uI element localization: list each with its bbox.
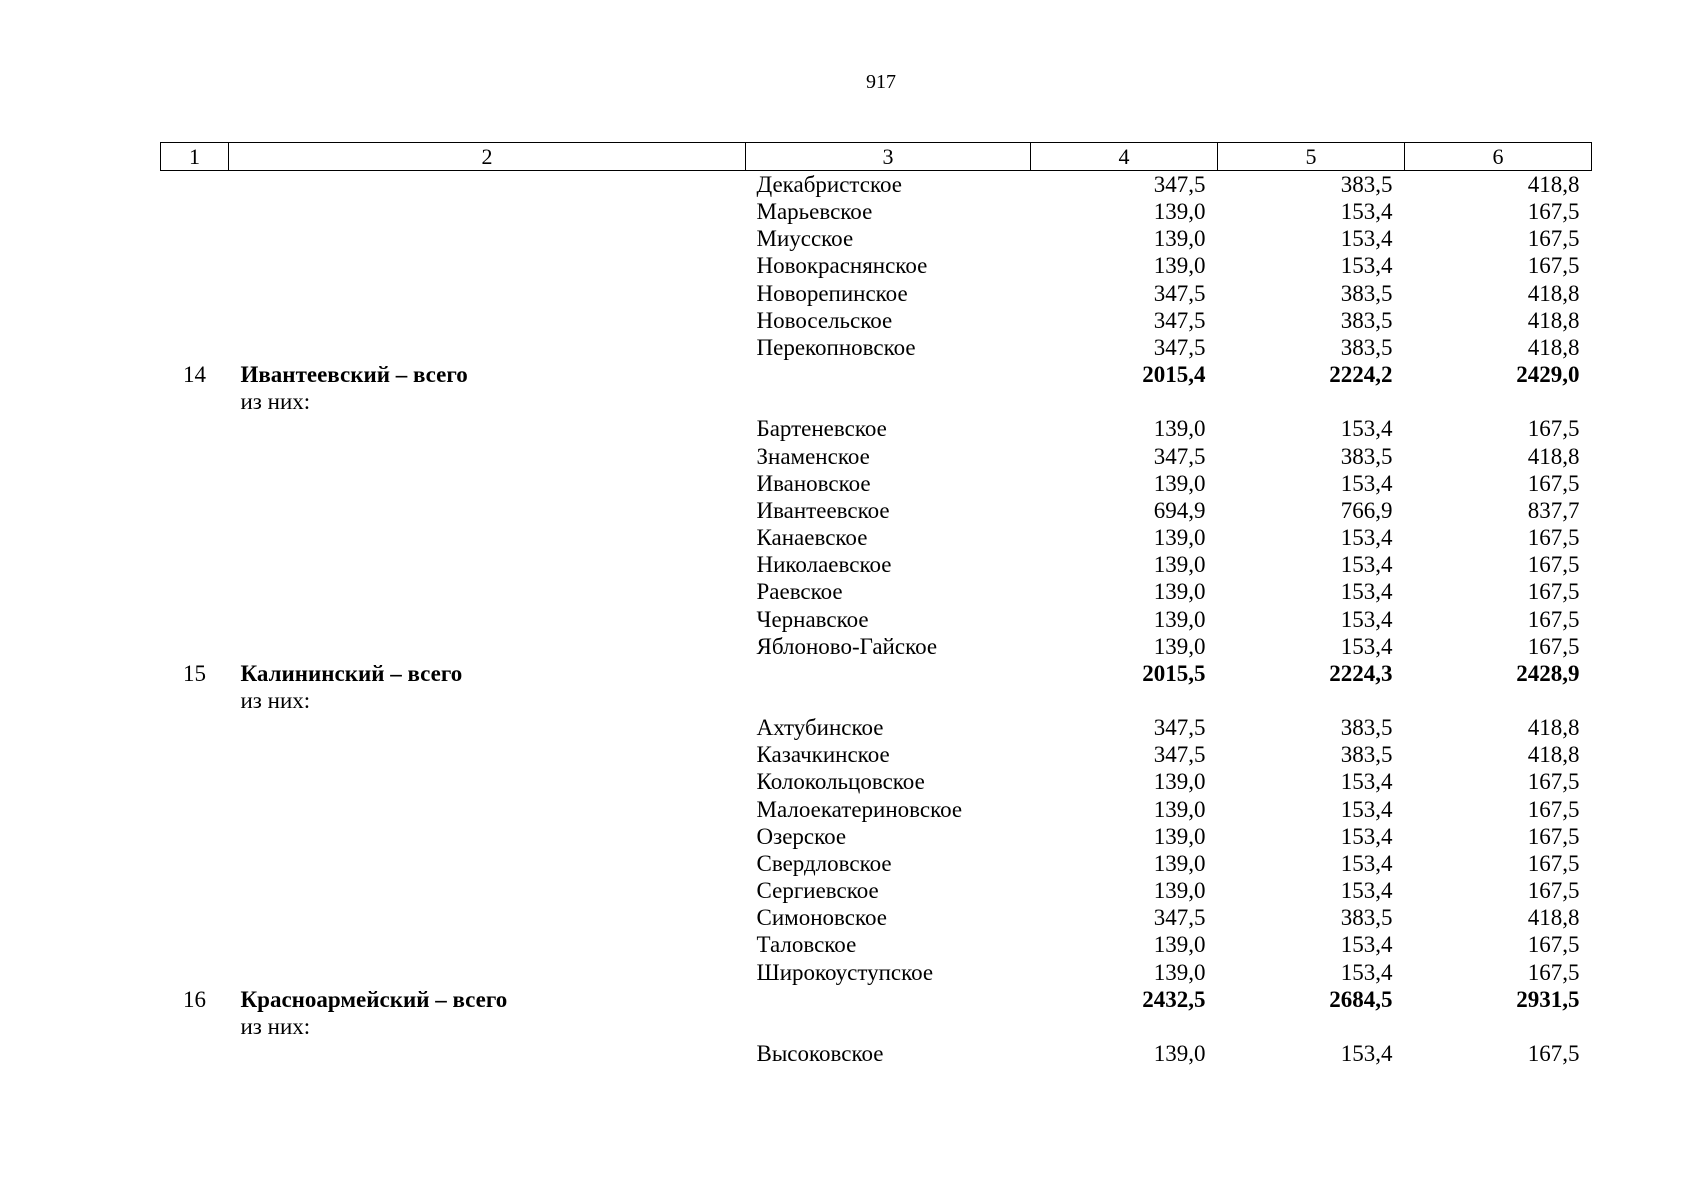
value-col-6: 418,8 <box>1527 172 1580 197</box>
settlement-row <box>161 768 1592 795</box>
settlement-name: Чернавское <box>756 606 869 632</box>
row-number <box>161 497 229 524</box>
settlement-row <box>161 470 1592 497</box>
value-col-4: 139,0 <box>1153 850 1206 876</box>
value-col-5: 153,4 <box>1340 633 1393 659</box>
value-col-4: 347,5 <box>1153 742 1206 768</box>
district-name <box>229 551 746 578</box>
district-name <box>229 931 746 958</box>
value-col-6: 167,5 <box>1527 470 1580 496</box>
value-col-5: 2224,3 <box>1329 660 1393 686</box>
value-col-5: 383,5 <box>1340 172 1393 197</box>
settlement-row <box>161 796 1592 823</box>
settlement-name: Бартеневское <box>756 416 887 442</box>
district-name: Ивантеевский – всего <box>240 362 468 388</box>
value-col-5: 2224,2 <box>1329 362 1393 388</box>
value-col-5: 153,4 <box>1340 226 1393 252</box>
district-name: из них: <box>240 389 311 415</box>
value-col-6: 2429,0 <box>1516 362 1580 388</box>
settlement-row <box>161 524 1592 551</box>
district-name <box>229 334 746 361</box>
row-number <box>161 931 229 958</box>
row-number <box>161 551 229 578</box>
row-number <box>161 850 229 877</box>
value-col-5: 153,4 <box>1340 552 1393 578</box>
settlement-name <box>746 660 1031 687</box>
value-col-6: 167,5 <box>1527 1041 1580 1066</box>
table-body <box>161 171 1592 1068</box>
value-col-4: 139,0 <box>1153 769 1206 795</box>
column-header-1: 1 <box>161 143 229 171</box>
value-col-5: 383,5 <box>1340 334 1393 360</box>
column-header-4: 4 <box>1031 143 1218 171</box>
value-col-5: 153,4 <box>1340 470 1393 496</box>
settlement-row <box>161 1040 1592 1067</box>
value-col-4: 347,5 <box>1153 172 1206 197</box>
value-col-4: 139,0 <box>1153 199 1206 225</box>
value-col-4 <box>1031 388 1218 415</box>
settlement-name: Яблоново-Гайское <box>756 633 938 659</box>
district-name <box>229 307 746 334</box>
value-col-6: 167,5 <box>1527 823 1580 849</box>
value-col-6: 418,8 <box>1527 715 1580 741</box>
value-col-5: 153,4 <box>1340 878 1393 904</box>
value-col-5: 153,4 <box>1340 959 1393 985</box>
district-name <box>229 850 746 877</box>
value-col-4: 347,5 <box>1153 280 1206 306</box>
row-number <box>161 388 229 415</box>
row-number <box>161 768 229 795</box>
settlement-name: Широкоуступское <box>756 959 934 985</box>
value-col-5: 153,4 <box>1340 850 1393 876</box>
value-col-5: 153,4 <box>1340 932 1393 958</box>
settlement-name: Канаевское <box>756 525 868 551</box>
value-col-6: 2428,9 <box>1516 660 1580 686</box>
district-name: из них: <box>240 687 311 713</box>
district-name <box>229 252 746 279</box>
row-number <box>161 307 229 334</box>
allocation-table-sheet <box>160 142 1591 1067</box>
district-name <box>229 768 746 795</box>
settlement-row <box>161 307 1592 334</box>
value-col-6 <box>1405 1013 1592 1040</box>
column-header-3: 3 <box>746 143 1031 171</box>
row-number <box>161 714 229 741</box>
row-number <box>161 606 229 633</box>
value-col-6: 167,5 <box>1527 199 1580 225</box>
value-col-4: 139,0 <box>1153 796 1206 822</box>
row-number <box>161 443 229 470</box>
value-col-6: 167,5 <box>1527 579 1580 605</box>
settlement-name <box>746 361 1031 388</box>
settlement-row <box>161 714 1592 741</box>
settlement-name: Ахтубинское <box>756 715 884 741</box>
district-total-row <box>161 660 1592 687</box>
district-name <box>229 171 746 199</box>
page-number: 917 <box>866 71 896 93</box>
value-col-6: 418,8 <box>1527 334 1580 360</box>
value-col-6: 167,5 <box>1527 253 1580 279</box>
row-number <box>161 1040 229 1067</box>
settlement-row <box>161 877 1592 904</box>
value-col-5: 153,4 <box>1340 253 1393 279</box>
value-col-5: 153,4 <box>1340 579 1393 605</box>
value-col-4 <box>1031 687 1218 714</box>
row-number <box>161 225 229 252</box>
settlement-name: Таловское <box>756 932 857 958</box>
district-name <box>229 225 746 252</box>
column-header-6: 6 <box>1405 143 1592 171</box>
settlement-row <box>161 497 1592 524</box>
district-name <box>229 877 746 904</box>
row-number <box>161 633 229 660</box>
row-number <box>161 524 229 551</box>
district-name <box>229 280 746 307</box>
settlement-row <box>161 252 1592 279</box>
district-name <box>229 470 746 497</box>
settlement-name: Ивановское <box>756 470 871 496</box>
value-col-5: 383,5 <box>1340 280 1393 306</box>
settlement-name <box>746 1013 1031 1040</box>
subtotal-label-row <box>161 1013 1592 1040</box>
district-name: из них: <box>240 1013 311 1039</box>
value-col-5: 383,5 <box>1340 443 1393 469</box>
settlement-name <box>746 388 1031 415</box>
settlement-row <box>161 551 1592 578</box>
district-name <box>229 198 746 225</box>
value-col-5: 153,4 <box>1340 769 1393 795</box>
settlement-name: Сергиевское <box>756 878 879 904</box>
value-col-6: 167,5 <box>1527 633 1580 659</box>
settlement-name <box>746 687 1031 714</box>
district-name <box>229 904 746 931</box>
value-col-6: 167,5 <box>1527 932 1580 958</box>
value-col-5: 383,5 <box>1340 715 1393 741</box>
value-col-6: 167,5 <box>1527 878 1580 904</box>
settlement-row <box>161 633 1592 660</box>
value-col-4: 694,9 <box>1153 497 1206 523</box>
value-col-6: 418,8 <box>1527 307 1580 333</box>
value-col-4: 139,0 <box>1153 959 1206 985</box>
district-name <box>229 823 746 850</box>
value-col-6: 418,8 <box>1527 280 1580 306</box>
value-col-4: 139,0 <box>1153 525 1206 551</box>
value-col-5: 383,5 <box>1340 905 1393 931</box>
value-col-4 <box>1031 1013 1218 1040</box>
district-name <box>229 1040 746 1067</box>
value-col-6: 837,7 <box>1527 497 1580 523</box>
value-col-5 <box>1218 1013 1405 1040</box>
settlement-name: Ивантеевское <box>756 497 890 523</box>
value-col-6: 167,5 <box>1527 769 1580 795</box>
value-col-6: 418,8 <box>1527 443 1580 469</box>
row-number <box>161 578 229 605</box>
row-number <box>161 741 229 768</box>
value-col-4: 139,0 <box>1153 606 1206 632</box>
row-number <box>161 415 229 442</box>
row-number <box>161 959 229 986</box>
settlement-row <box>161 578 1592 605</box>
row-number <box>161 904 229 931</box>
value-col-6: 167,5 <box>1527 850 1580 876</box>
district-name: Красноармейский – всего <box>240 986 508 1012</box>
settlement-name: Малоекатериновское <box>756 796 963 822</box>
value-col-6: 167,5 <box>1527 959 1580 985</box>
settlement-name: Марьевское <box>756 199 873 225</box>
value-col-4: 139,0 <box>1153 633 1206 659</box>
subtotal-label-row <box>161 687 1592 714</box>
settlement-name: Перекопновское <box>756 334 916 360</box>
value-col-5: 153,4 <box>1340 606 1393 632</box>
district-total-row <box>161 986 1592 1013</box>
table-header <box>161 143 1592 171</box>
settlement-row <box>161 443 1592 470</box>
value-col-4: 139,0 <box>1153 253 1206 279</box>
row-number <box>161 796 229 823</box>
row-number <box>161 280 229 307</box>
value-col-4: 139,0 <box>1153 932 1206 958</box>
value-col-4: 347,5 <box>1153 334 1206 360</box>
value-col-6: 167,5 <box>1527 226 1580 252</box>
settlement-name <box>746 986 1031 1013</box>
column-header-2: 2 <box>229 143 746 171</box>
settlement-row <box>161 171 1592 199</box>
district-name <box>229 497 746 524</box>
settlement-name: Озерское <box>756 823 847 849</box>
value-col-6 <box>1405 687 1592 714</box>
value-col-5: 153,4 <box>1340 416 1393 442</box>
column-header-5: 5 <box>1218 143 1405 171</box>
settlement-row <box>161 334 1592 361</box>
district-name <box>229 714 746 741</box>
settlement-row <box>161 904 1592 931</box>
row-number <box>161 823 229 850</box>
value-col-6: 167,5 <box>1527 416 1580 442</box>
value-col-5 <box>1218 687 1405 714</box>
district-name <box>229 741 746 768</box>
value-col-4: 347,5 <box>1153 307 1206 333</box>
row-number <box>161 171 229 199</box>
district-name <box>229 959 746 986</box>
value-col-4: 347,5 <box>1153 715 1206 741</box>
settlement-name: Колокольцовское <box>756 769 925 795</box>
district-name <box>229 524 746 551</box>
value-col-5: 766,9 <box>1340 497 1393 523</box>
settlement-row <box>161 850 1592 877</box>
value-col-6: 2931,5 <box>1516 986 1580 1012</box>
settlement-row <box>161 280 1592 307</box>
value-col-5: 383,5 <box>1340 742 1393 768</box>
value-col-6: 418,8 <box>1527 742 1580 768</box>
value-col-5: 383,5 <box>1340 307 1393 333</box>
value-col-4: 139,0 <box>1153 878 1206 904</box>
value-col-5: 153,4 <box>1340 199 1393 225</box>
row-number <box>161 877 229 904</box>
row-number <box>161 687 229 714</box>
settlement-row <box>161 225 1592 252</box>
settlement-name: Новорепинское <box>756 280 908 306</box>
value-col-4: 2015,5 <box>1142 660 1206 686</box>
value-col-6: 167,5 <box>1527 552 1580 578</box>
value-col-5: 153,4 <box>1340 525 1393 551</box>
settlement-name: Миусское <box>756 226 854 252</box>
row-number: 15 <box>183 660 206 686</box>
settlement-name: Раевское <box>756 579 843 605</box>
settlement-name: Казачкинское <box>756 742 890 768</box>
district-name: Калининский – всего <box>240 660 463 686</box>
value-col-6: 167,5 <box>1527 796 1580 822</box>
column-number-row <box>161 143 1592 171</box>
district-total-row <box>161 361 1592 388</box>
value-col-5 <box>1218 388 1405 415</box>
value-col-4: 139,0 <box>1153 579 1206 605</box>
settlement-name: Декабристское <box>756 172 902 197</box>
settlement-name: Высоковское <box>756 1041 884 1066</box>
value-col-6: 418,8 <box>1527 905 1580 931</box>
value-col-5: 153,4 <box>1340 1041 1393 1066</box>
row-number: 14 <box>183 362 206 388</box>
district-name <box>229 578 746 605</box>
value-col-5: 153,4 <box>1340 796 1393 822</box>
district-name <box>229 606 746 633</box>
settlement-row <box>161 198 1592 225</box>
row-number <box>161 252 229 279</box>
value-col-5: 153,4 <box>1340 823 1393 849</box>
value-col-4: 139,0 <box>1153 226 1206 252</box>
value-col-4: 347,5 <box>1153 443 1206 469</box>
value-col-6: 167,5 <box>1527 606 1580 632</box>
settlement-row <box>161 959 1592 986</box>
value-col-4: 139,0 <box>1153 470 1206 496</box>
settlement-name: Новосельское <box>756 307 893 333</box>
value-col-4: 139,0 <box>1153 1041 1206 1066</box>
row-number <box>161 470 229 497</box>
settlement-row <box>161 741 1592 768</box>
value-col-4: 2432,5 <box>1142 986 1206 1012</box>
value-col-4: 139,0 <box>1153 552 1206 578</box>
subtotal-label-row <box>161 388 1592 415</box>
settlement-row <box>161 606 1592 633</box>
value-col-6 <box>1405 388 1592 415</box>
allocation-table <box>160 142 1592 1067</box>
value-col-6: 167,5 <box>1527 525 1580 551</box>
settlement-name: Знаменское <box>756 443 870 469</box>
settlement-name: Симоновское <box>756 905 887 931</box>
row-number: 16 <box>183 986 206 1012</box>
settlement-row <box>161 931 1592 958</box>
value-col-4: 139,0 <box>1153 416 1206 442</box>
value-col-5: 2684,5 <box>1329 986 1393 1012</box>
row-number <box>161 198 229 225</box>
settlement-row <box>161 823 1592 850</box>
settlement-name: Новокраснянское <box>756 253 928 279</box>
settlement-name: Свердловское <box>756 850 892 876</box>
row-number <box>161 1013 229 1040</box>
district-name <box>229 796 746 823</box>
district-name <box>229 415 746 442</box>
value-col-4: 139,0 <box>1153 823 1206 849</box>
settlement-name: Николаевское <box>756 552 892 578</box>
district-name <box>229 443 746 470</box>
row-number <box>161 334 229 361</box>
settlement-row <box>161 415 1592 442</box>
district-name <box>229 633 746 660</box>
value-col-4: 347,5 <box>1153 905 1206 931</box>
value-col-4: 2015,4 <box>1142 362 1206 388</box>
